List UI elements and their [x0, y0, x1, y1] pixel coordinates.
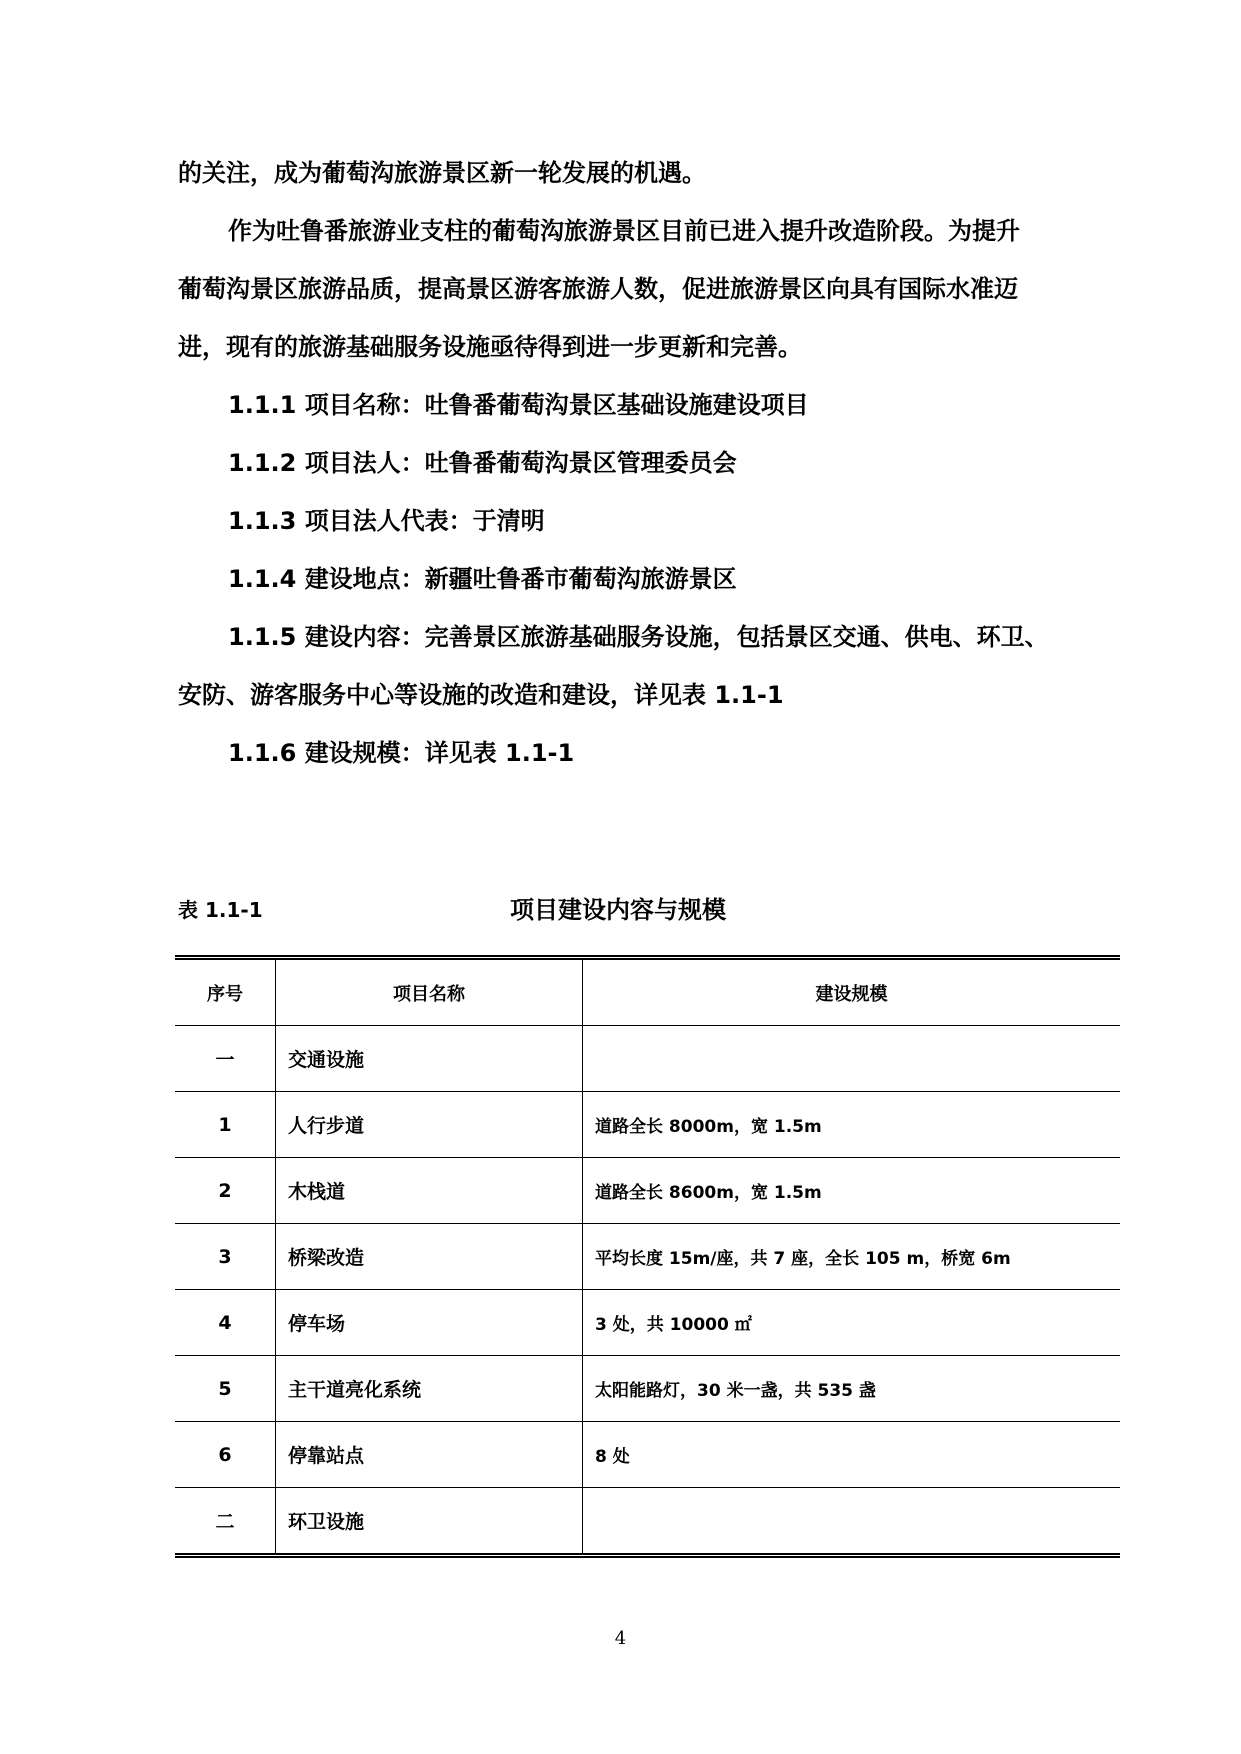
- cell-project-name: 停车场: [276, 1290, 583, 1356]
- table-header-row: [175, 960, 1120, 1026]
- table-row: [175, 1026, 1120, 1092]
- cell-scale: 平均长度 15m/座，共 7 座，全长 105 m，桥宽 6m: [583, 1224, 1121, 1290]
- header-project-name: 项目名称: [276, 960, 583, 1026]
- page-number: 4: [614, 1628, 627, 1649]
- paragraph-line: 的关注，成为葡萄沟旅游景区新一轮发展的机遇。: [178, 159, 706, 187]
- section-1-1-6: 1.1.6 建设规模：详见表 1.1-1: [228, 739, 575, 767]
- cell-index: 3: [175, 1224, 276, 1290]
- table-row: [175, 1356, 1120, 1422]
- table-row: [175, 1290, 1120, 1356]
- cell-project-name: 停靠站点: [276, 1422, 583, 1488]
- construction-table: [175, 955, 1120, 1558]
- cell-index: 5: [175, 1356, 276, 1422]
- cell-index: 6: [175, 1422, 276, 1488]
- cell-project-name: 环卫设施: [276, 1488, 583, 1554]
- paragraph-line: 安防、游客服务中心等设施的改造和建设，详见表 1.1-1: [178, 681, 784, 709]
- cell-scale: [583, 1488, 1121, 1554]
- cell-scale: 8 处: [583, 1422, 1121, 1488]
- section-1-1-4: 1.1.4 建设地点：新疆吐鲁番市葡萄沟旅游景区: [228, 565, 737, 593]
- paragraph-line: 进，现有的旅游基础服务设施亟待得到进一步更新和完善。: [178, 333, 802, 361]
- table-bottom-rule: [175, 1553, 1120, 1558]
- table-row: [175, 1092, 1120, 1158]
- table-row: [175, 1158, 1120, 1224]
- cell-project-name: 木栈道: [276, 1158, 583, 1224]
- section-1-1-3: 1.1.3 项目法人代表：于清明: [228, 507, 545, 535]
- cell-project-name: 人行步道: [276, 1092, 583, 1158]
- section-1-1-1: 1.1.1 项目名称：吐鲁番葡萄沟景区基础设施建设项目: [228, 391, 809, 419]
- paragraph-line: 作为吐鲁番旅游业支柱的葡萄沟旅游景区目前已进入提升改造阶段。为提升: [228, 217, 1020, 245]
- table-row: [175, 1488, 1120, 1554]
- section-1-1-5: 1.1.5 建设内容：完善景区旅游基础服务设施，包括景区交通、供电、环卫、: [228, 623, 1049, 651]
- table-row: [175, 1224, 1120, 1290]
- cell-index: 一: [175, 1026, 276, 1092]
- cell-project-name: 桥梁改造: [276, 1224, 583, 1290]
- section-1-1-2: 1.1.2 项目法人：吐鲁番葡萄沟景区管理委员会: [228, 449, 737, 477]
- cell-index: 二: [175, 1488, 276, 1554]
- cell-scale: 道路全长 8000m，宽 1.5m: [583, 1092, 1121, 1158]
- cell-scale: 3 处，共 10000 ㎡: [583, 1290, 1121, 1356]
- cell-project-name: 主干道亮化系统: [276, 1356, 583, 1422]
- cell-scale: 太阳能路灯，30 米一盏，共 535 盏: [583, 1356, 1121, 1422]
- table-label: 表 1.1-1: [178, 898, 263, 922]
- cell-project-name: 交通设施: [276, 1026, 583, 1092]
- cell-index: 2: [175, 1158, 276, 1224]
- cell-scale: 道路全长 8600m，宽 1.5m: [583, 1158, 1121, 1224]
- paragraph-line: 葡萄沟景区旅游品质，提高景区游客旅游人数，促进旅游景区向具有国际水准迈: [178, 275, 1018, 303]
- cell-scale: [583, 1026, 1121, 1092]
- table-title: 项目建设内容与规模: [510, 896, 726, 924]
- table-row: [175, 1422, 1120, 1488]
- cell-index: 1: [175, 1092, 276, 1158]
- cell-index: 4: [175, 1290, 276, 1356]
- header-scale: 建设规模: [583, 960, 1121, 1026]
- header-index: 序号: [175, 960, 276, 1026]
